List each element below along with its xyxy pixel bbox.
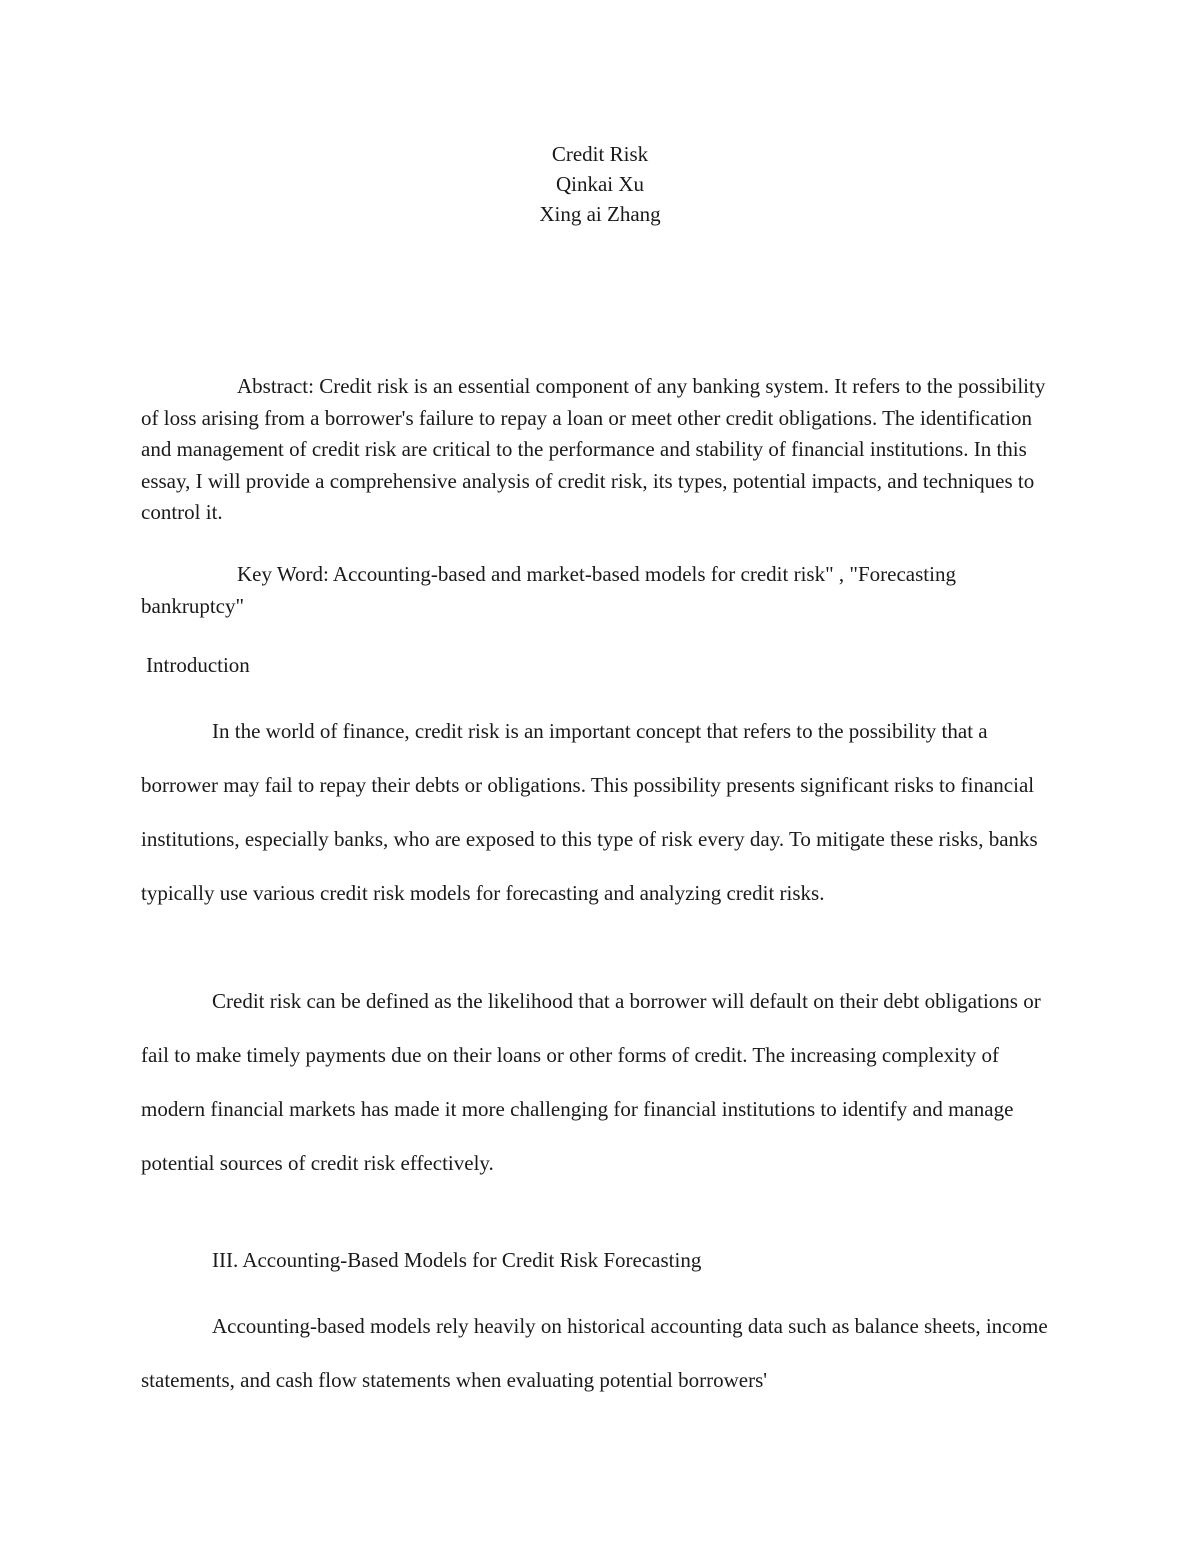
section-heading: III. Accounting-Based Models for Credit Risk Forecasting [212, 1248, 702, 1272]
author-name: Qinkai Xu [555, 172, 645, 196]
document-title: Credit Risk [551, 142, 649, 166]
body-paragraph: Credit risk can be defined as the likelihood that a borrower will default on their debt obligations or fail to make timely payments due on their loans or other forms of credit. The increasing complexity of modern financial markets has made it more challenging for financial institutions to identify and manage potential sources of credit risk effectively. [141, 989, 1041, 1175]
body-paragraph: In the world of finance, credit risk is an important concept that refers to the possibility that a borrower may fail to repay their debts or obligations. This possibility presents significant risks to financial institutions, especially banks, who are exposed to this type of risk every day. To mitigate these risks, banks typically use various credit risk models for forecasting and analyzing credit risks. [141, 719, 1038, 905]
keywords-paragraph: Key Word: Accounting-based and market-based models for credit risk" , "Forecasting bankruptcy" [141, 562, 956, 618]
author-name: Xing ai Zhang [539, 202, 661, 226]
abstract-paragraph: Abstract: Credit risk is an essential component of any banking system. It refers to the possibility of loss arising from a borrower's failure to repay a loan or meet other credit obligations. The identification and management of credit risk are critical to the performance and stability of financial institutions. In this essay, I will provide a comprehensive analysis of credit risk, its types, potential impacts, and techniques to control it. [141, 374, 1046, 524]
introduction-heading: Introduction [146, 653, 250, 677]
title-block [0, 139, 1200, 229]
body-paragraph: Accounting-based models rely heavily on historical accounting data such as balance sheets, income statements, and cash flow statements when evaluating potential borrowers' [141, 1314, 1048, 1392]
